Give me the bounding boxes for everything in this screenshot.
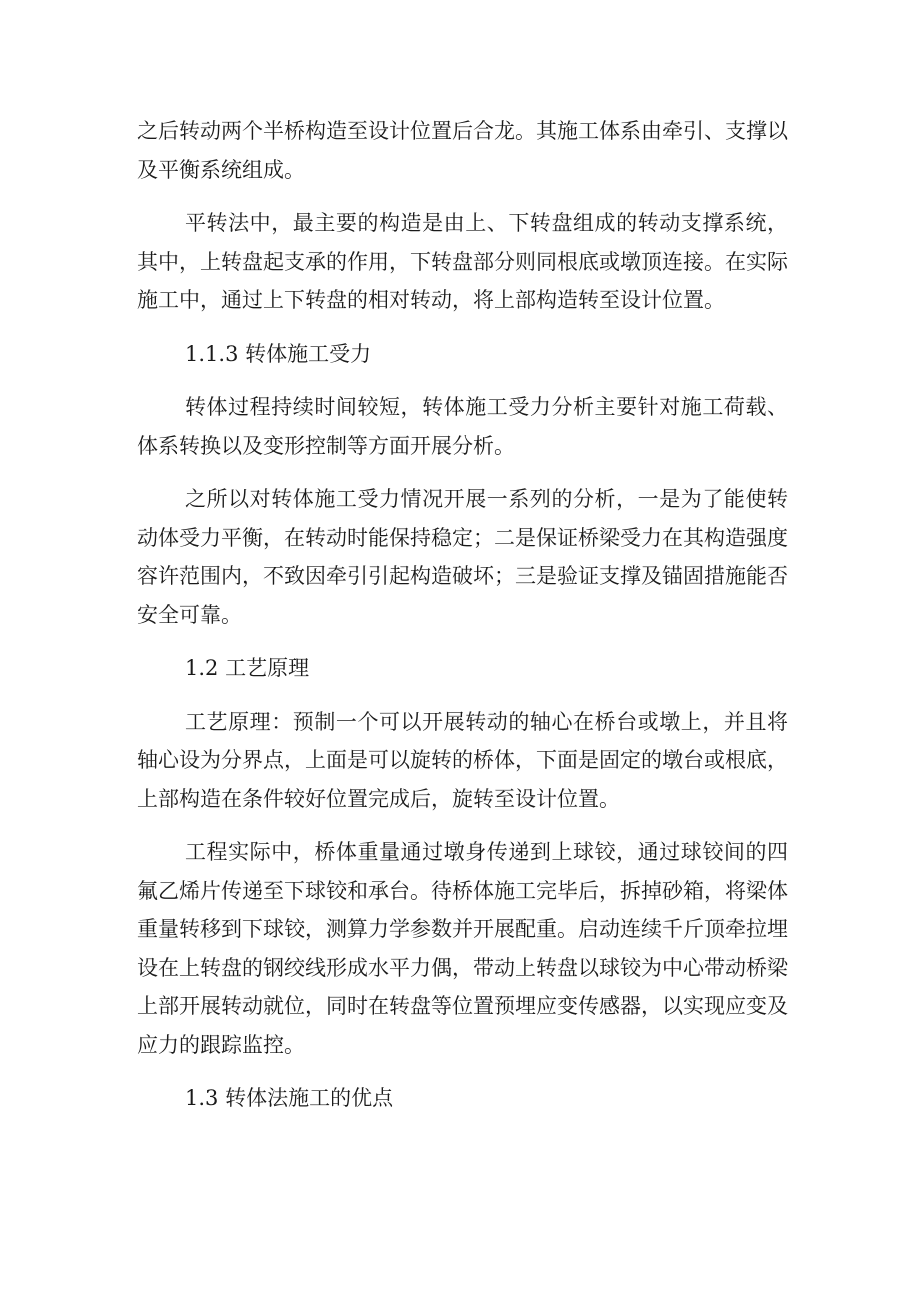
paragraph-continuation: 之后转动两个半桥构造至设计位置后合龙。其施工体系由牵引、支撑以及平衡系统组成。 <box>137 119 788 182</box>
document-body <box>137 112 788 1133</box>
paragraph-force-analysis: 转体过程持续时间较短，转体施工受力分析主要针对施工荷载、体系转换以及变形控制等方面开展分析。 <box>137 395 788 458</box>
section-heading-1-3: 1.3 转体法施工的优点 <box>185 1086 394 1110</box>
section-heading-1-1-3: 1.1.3 转体施工受力 <box>185 341 372 366</box>
paragraph-engineering-practice: 工程实际中，桥体重量通过墩身传递到上球铰，通过球铰间的四氟乙烯片传递至下球铰和承台。待桥体施工完毕后，拆掉砂箱，将梁体重量转移到下球铰，测算力学参数并开展配重。启动连续千斤顶牵拉埋设在上转盘的钢绞线形成水平力偶，带动上转盘以球铰为中心带动桥梁上部开展转动就位，同时在转盘等位置预埋应变传感器，以实现应变及应力的跟踪监控。 <box>137 840 788 1057</box>
paragraph-rotation-structure: 平转法中，最主要的构造是由上、下转盘组成的转动支撑系统，其中，上转盘起支承的作用，下转盘部分则同根底或墩顶连接。在实际施工中，通过上下转盘的相对转动，将上部构造转至设计位置。 <box>137 211 788 312</box>
paragraph-analysis-purpose: 之所以对转体施工受力情况开展一系列的分析，一是为了能使转动体受力平衡，在转动时能保持稳定；二是保证桥梁受力在其构造强度容许范围内，不致因牵引引起构造破坏；三是验证支撑及锚固措施能否安全可靠。 <box>137 487 788 627</box>
section-heading-1-2: 1.2 工艺原理 <box>185 656 310 680</box>
paragraph-process-principle: 工艺原理：预制一个可以开展转动的轴心在桥台或墩上，并且将轴心设为分界点，上面是可以旋转的桥体，下面是固定的墩台或根底，上部构造在条件较好位置完成后，旋转至设计位置。 <box>137 709 788 811</box>
